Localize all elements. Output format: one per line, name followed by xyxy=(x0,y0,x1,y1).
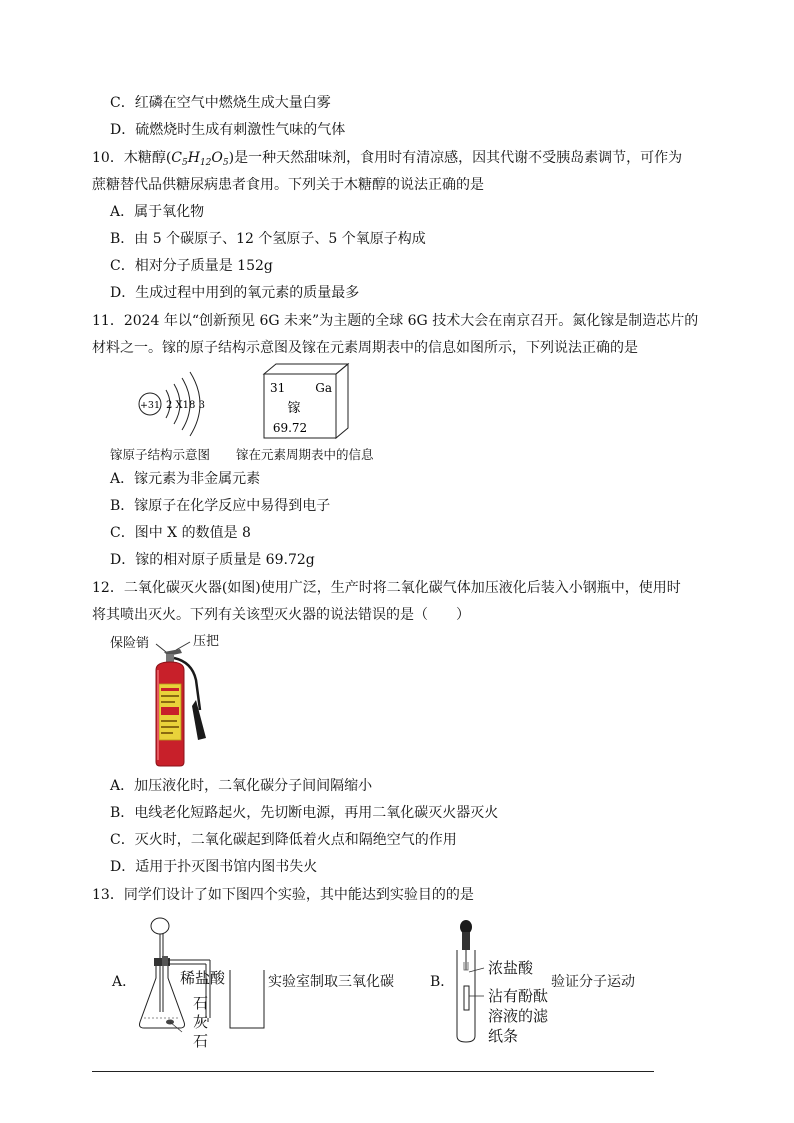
label-stripe-4 xyxy=(161,720,177,722)
q12-option-b: B．电线老化短路起火，先切断电源，再用二氧化碳灭火器灭火 xyxy=(110,805,499,821)
q11-stem-line2: 材料之一。镓的原子结构示意图及镓在元素周期表中的信息如图所示，下列说法正确的是 xyxy=(92,340,638,356)
q10-option-a: A．属于氧化物 xyxy=(110,204,205,220)
q11-stem-line1: 11．2024 年以“创新预见 6G 未来”为主题的全球 6G 技术大会在南京召开。氮化镓是制造芯片的 xyxy=(92,313,699,329)
experiment-a-letter: A． xyxy=(112,974,137,990)
q12-stem-line1: 12．二氧化碳灭火器(如图)使用广泛，生产时将二氧化碳气体加压液化后装入小钢瓶中，使用时 xyxy=(92,580,681,596)
label-paper-1: 沾有酚酞 xyxy=(488,987,549,1005)
label-safety-pin: 保险销 xyxy=(110,636,150,651)
experiment-b-purpose: 验证分子运动 xyxy=(551,974,635,990)
label-paper-2: 溶液的滤 xyxy=(488,1007,549,1025)
conical-flask xyxy=(140,966,185,1028)
q11-option-a: A．镓元素为非金属元素 xyxy=(110,471,261,487)
atomic-number: 31 xyxy=(270,381,286,395)
q11-option-c: C．图中 X 的数值是 8 xyxy=(110,525,251,541)
nucleus-charge: +31 xyxy=(139,400,161,411)
valve-head xyxy=(166,654,174,662)
tube-joint xyxy=(162,956,168,966)
cell-side-face xyxy=(336,364,348,438)
label-limestone-1: 石 xyxy=(193,994,209,1012)
caption-periodic-info: 镓在元素周期表中的信息 xyxy=(236,447,374,462)
q10-option-c: C．相对分子质量是 152g xyxy=(110,258,273,274)
caption-atom-structure: 镓原子结构示意图 xyxy=(110,447,211,462)
gallium-atom-diagram xyxy=(130,370,230,440)
label-stripe-6 xyxy=(161,732,173,734)
limestone-pointer xyxy=(170,1022,182,1032)
label-block xyxy=(161,707,179,715)
shell-electrons: 2 X18 3 xyxy=(166,400,205,411)
q10-option-d: D．生成过程中用到的氧元素的质量最多 xyxy=(110,285,360,301)
dropper-stopper xyxy=(462,932,470,950)
label-stripe-1 xyxy=(161,688,179,691)
q13-stem: 13．同学们设计了如下图四个实验，其中能达到实验目的的是 xyxy=(92,887,474,903)
label-handle: 压把 xyxy=(193,634,220,649)
q12-stem-line2: 将其喷出灭火。下列有关该型灭火器的说法错误的是（ ） xyxy=(92,607,470,623)
gas-collecting-bottle xyxy=(230,970,264,1028)
q9-option-d: D．硫燃烧时生成有刺激性气味的气体 xyxy=(110,122,346,138)
pin-pointer-line xyxy=(156,644,166,652)
label-conc-hcl: 浓盐酸 xyxy=(488,959,534,977)
q11-option-b: B．镓原子在化学反应中易得到电子 xyxy=(110,498,331,514)
experiment-b-letter: B． xyxy=(430,974,455,990)
label-stripe-2 xyxy=(161,695,179,697)
label-dilute-hcl: 稀盐酸 xyxy=(180,969,226,987)
funnel-bulb xyxy=(151,918,169,934)
q12-option-a: A．加压液化时，二氧化碳分子间间隔缩小 xyxy=(110,778,373,794)
acid-pointer xyxy=(469,968,484,972)
label-stripe-3 xyxy=(161,701,175,703)
q12-option-c: C．灭火时，二氧化碳起到降低着火点和隔绝空气的作用 xyxy=(110,832,457,848)
q11-option-d: D．镓的相对原子质量是 69.72g xyxy=(110,552,315,568)
fire-extinguisher-image xyxy=(140,640,220,770)
element-name: 镓 xyxy=(287,401,301,416)
periodic-table-cell xyxy=(260,362,352,442)
label-paper-3: 纸条 xyxy=(488,1027,519,1045)
atomic-mass: 69.72 xyxy=(272,421,308,435)
q10-option-b: B．由 5 个碳原子、12 个氢原子、5 个氧原子构成 xyxy=(110,231,426,247)
label-limestone-2: 灰 xyxy=(193,1013,209,1031)
experiment-a-purpose: 实验室制取三氧化碳 xyxy=(268,974,394,990)
label-stripe-5 xyxy=(161,726,179,728)
element-symbol: Ga xyxy=(315,381,332,395)
handle-pointer-line xyxy=(176,642,190,650)
filter-paper-strip xyxy=(464,986,469,1010)
footer-rule xyxy=(92,1071,654,1072)
q10-stem-line2: 蔗糖替代品供糖尿病患者食用。下列关于木糖醇的说法正确的是 xyxy=(92,177,484,193)
dropper-bulb xyxy=(460,920,472,934)
experiment-b-apparatus xyxy=(452,918,488,1046)
cell-top-face xyxy=(264,364,348,374)
label-limestone-3: 石 xyxy=(193,1032,209,1050)
q9-option-c: C．红磷在空气中燃烧生成大量白雾 xyxy=(110,95,331,111)
q10-stem-line1: 10．木糖醇$(C_5H_{12}O_5)$是一种天然甜味剂，食用时有清凉感，因其代谢不受胰岛素调节，可作为 xyxy=(92,150,683,168)
q12-option-d: D．适用于扑灭图书馆内图书失火 xyxy=(110,859,318,875)
